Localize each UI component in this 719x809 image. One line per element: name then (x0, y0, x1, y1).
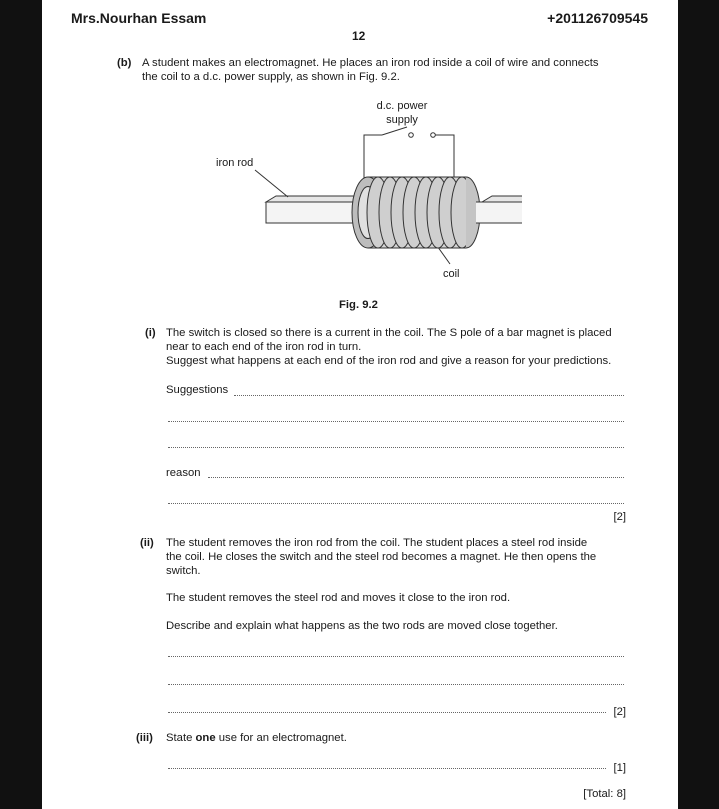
label-iron-rod: iron rod (216, 157, 254, 169)
label-coil: coil (443, 268, 460, 280)
q-ii-label: (ii) (140, 537, 154, 549)
q-i-line-2: near to each end of the iron rod in turn. (166, 341, 362, 353)
answer-line-ii-2[interactable] (168, 684, 624, 685)
coil (352, 177, 480, 248)
switch-lever (382, 127, 407, 135)
page-number: 12 (352, 29, 366, 43)
total-marks: [Total: 8] (583, 788, 626, 800)
switch-terminal-right (431, 133, 436, 138)
answer-line-reason[interactable] (208, 477, 624, 478)
iron-rod-leader (255, 170, 288, 197)
reason-label: reason (166, 467, 201, 479)
author-name: Mrs.Nourhan Essam (71, 10, 207, 26)
answer-line-suggestions[interactable] (234, 395, 624, 396)
answer-line-i-2[interactable] (168, 421, 624, 422)
label-supply: supply (386, 114, 418, 126)
answer-line-i-3[interactable] (168, 447, 624, 448)
q-iii-text-after: use for an electromagnet. (215, 732, 347, 744)
suggestions-label: Suggestions (166, 384, 229, 396)
q-ii-line-5: Describe and explain what happens as the two rods are moved close together. (166, 620, 558, 632)
phone-number: +201126709545 (547, 10, 648, 26)
switch-terminal-left (409, 133, 414, 138)
electromagnet-diagram (192, 93, 522, 288)
answer-line-iii[interactable] (168, 768, 606, 769)
q-i-line-1: The switch is closed so there is a current in the coil. The S pole of a bar magnet is placed (166, 327, 612, 339)
q-ii-line-4: The student removes the steel rod and moves it close to the iron rod. (166, 592, 511, 604)
q-iii-marks: [1] (613, 762, 626, 774)
q-i-line-3: Suggest what happens at each end of the iron rod and give a reason for your predictions. (166, 355, 612, 367)
answer-line-ii-1[interactable] (168, 656, 624, 657)
part-b-label: (b) (117, 57, 132, 69)
q-iii-label: (iii) (136, 732, 153, 744)
q-ii-line-3: switch. (166, 565, 201, 577)
q-iii-text (166, 731, 347, 745)
q-ii-marks: [2] (613, 706, 626, 718)
exam-page (42, 0, 678, 809)
answer-line-ii-3[interactable] (168, 712, 606, 713)
answer-line-i-5[interactable] (168, 503, 624, 504)
figure-caption: Fig. 9.2 (339, 299, 378, 311)
q-iii-text-bold: one (195, 732, 216, 744)
part-b-line-2: the coil to a d.c. power supply, as shown in Fig. 9.2. (142, 71, 400, 83)
part-b-line-1: A student makes an electromagnet. He places an iron rod inside a coil of wire and connects (142, 57, 599, 69)
q-ii-line-2: the coil. He closes the switch and the steel rod becomes a magnet. He then opens the (166, 551, 597, 563)
q-ii-line-1: The student removes the iron rod from the coil. The student places a steel rod inside (166, 537, 588, 549)
label-dc-power: d.c. power (376, 100, 428, 112)
q-iii-text-before: State (166, 732, 196, 744)
q-i-label: (i) (145, 327, 156, 339)
q-i-marks: [2] (613, 511, 626, 523)
